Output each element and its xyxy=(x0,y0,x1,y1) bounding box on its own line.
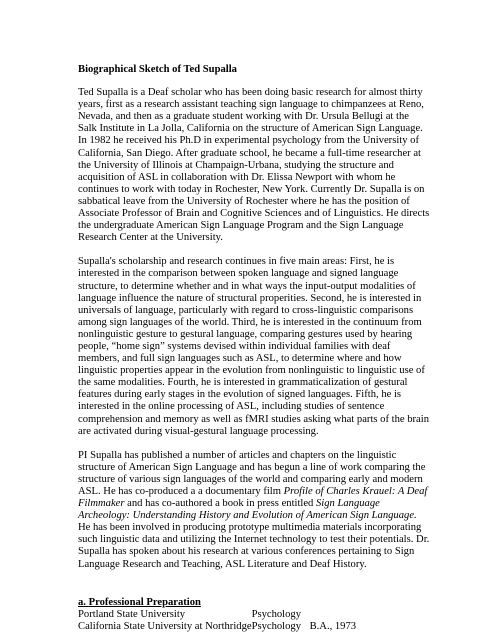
degree-cell: B.A., 1973 xyxy=(309,620,357,632)
paragraph-2: Supalla's scholarship and research continues in five main areas: First, he is interested in the comparison between spoken language and signed language structure, to determine whether and in what ways the input-output modalities of language influence the nature of structural properities. Second, he is interested in universals of language, particularly with regard to cross-linguistic comparisons among sign languages of the world. Third, he is interested in the continuum from nonlinguistic gesture to gestural language, comparing gestures used by hearing people, “home sign” systems devised within individual families with deaf members, and full sign languages such as ASL, to determine where and how linguistic properties appear in the evolution from nonlinguistic to linguistic use of the same modalities. Fourth, he is interested in grammaticalization of gestural features during early stages in the evolution of signed languages. Fifth, he is interested in the online processing of ASL, including studies of sentence comprehension and memory as well as fMRI studies asking what parts of the brain are activated during visual-gestural language processing. xyxy=(78,256,429,437)
paragraph-3-part-3: He has been involved in producing prototype multimedia materials incorporating such linguistic data and utilizing the Internet technology to test their potentials. Dr. Supalla has spoken about his research at various conferences pertaining to Sign Language Research and Teaching, ASL Literature and Deaf History. xyxy=(78,522,430,570)
paragraph-3-part-1: PI Supalla has published a number of articles and chapters on the linguistic structure of American Sign Language and has begun a line of work comparing the structure of various sign languages of the world and comparing early and modern ASL. He has co-produced a a documentary film xyxy=(78,449,426,497)
document-title: Biographical Sketch of Ted Supalla xyxy=(78,64,237,75)
section-title: Professional Preparation xyxy=(88,596,201,608)
field-cell: Psychology xyxy=(251,608,302,620)
paragraph-3 xyxy=(78,450,430,571)
professional-preparation-table xyxy=(78,609,356,633)
book-title: Sign Language Archeology: Understanding History and Evolution of American Sign Language. xyxy=(78,498,417,522)
section-heading-professional-preparation xyxy=(78,597,430,609)
film-title: Profile of Charles Krauel: A Deaf Filmmaker xyxy=(78,486,428,510)
degree-cell xyxy=(310,609,357,621)
preparation-row xyxy=(78,621,356,633)
field-cell: Psychology xyxy=(251,620,302,632)
document-page xyxy=(78,64,430,633)
section-label: a. xyxy=(78,596,86,608)
paragraph-1: Ted Supalla is a Deaf scholar who has been doing basic research for almost thirty years, first as a research assistant teaching sign language to chimpanzees at Reno, Nevada, and then as a graduate student working with Dr. Ursula Bellugi at the Salk Institute in La Jolla, California on the structure of American Sign Language. In 1982 he received his Ph.D in experimental psychology from the University of California, San Diego. After graduate school, he became a full-time researcher at the University of Illinois at Champaign-Urbana, studying the structure and acquisition of ASL in collaboration with Dr. Elissa Newport with whom he continues to work with today in Rochester, New York. Currently Dr. Supalla is on sabbatical leave from the University of Rochester where he has the position of Associate Professor of Brain and Cognitive Sciences and of Linguistics. He directs the undergraduate American Sign Language Program and the Sign Language Research Center at the University. xyxy=(78,87,430,244)
preparation-row xyxy=(78,609,356,621)
institution-cell: Portland State University xyxy=(78,608,186,620)
institution-cell: California State University at Northridge xyxy=(78,620,252,632)
paragraph-3-part-2: and has co-authored a book in press entitled xyxy=(124,498,316,510)
